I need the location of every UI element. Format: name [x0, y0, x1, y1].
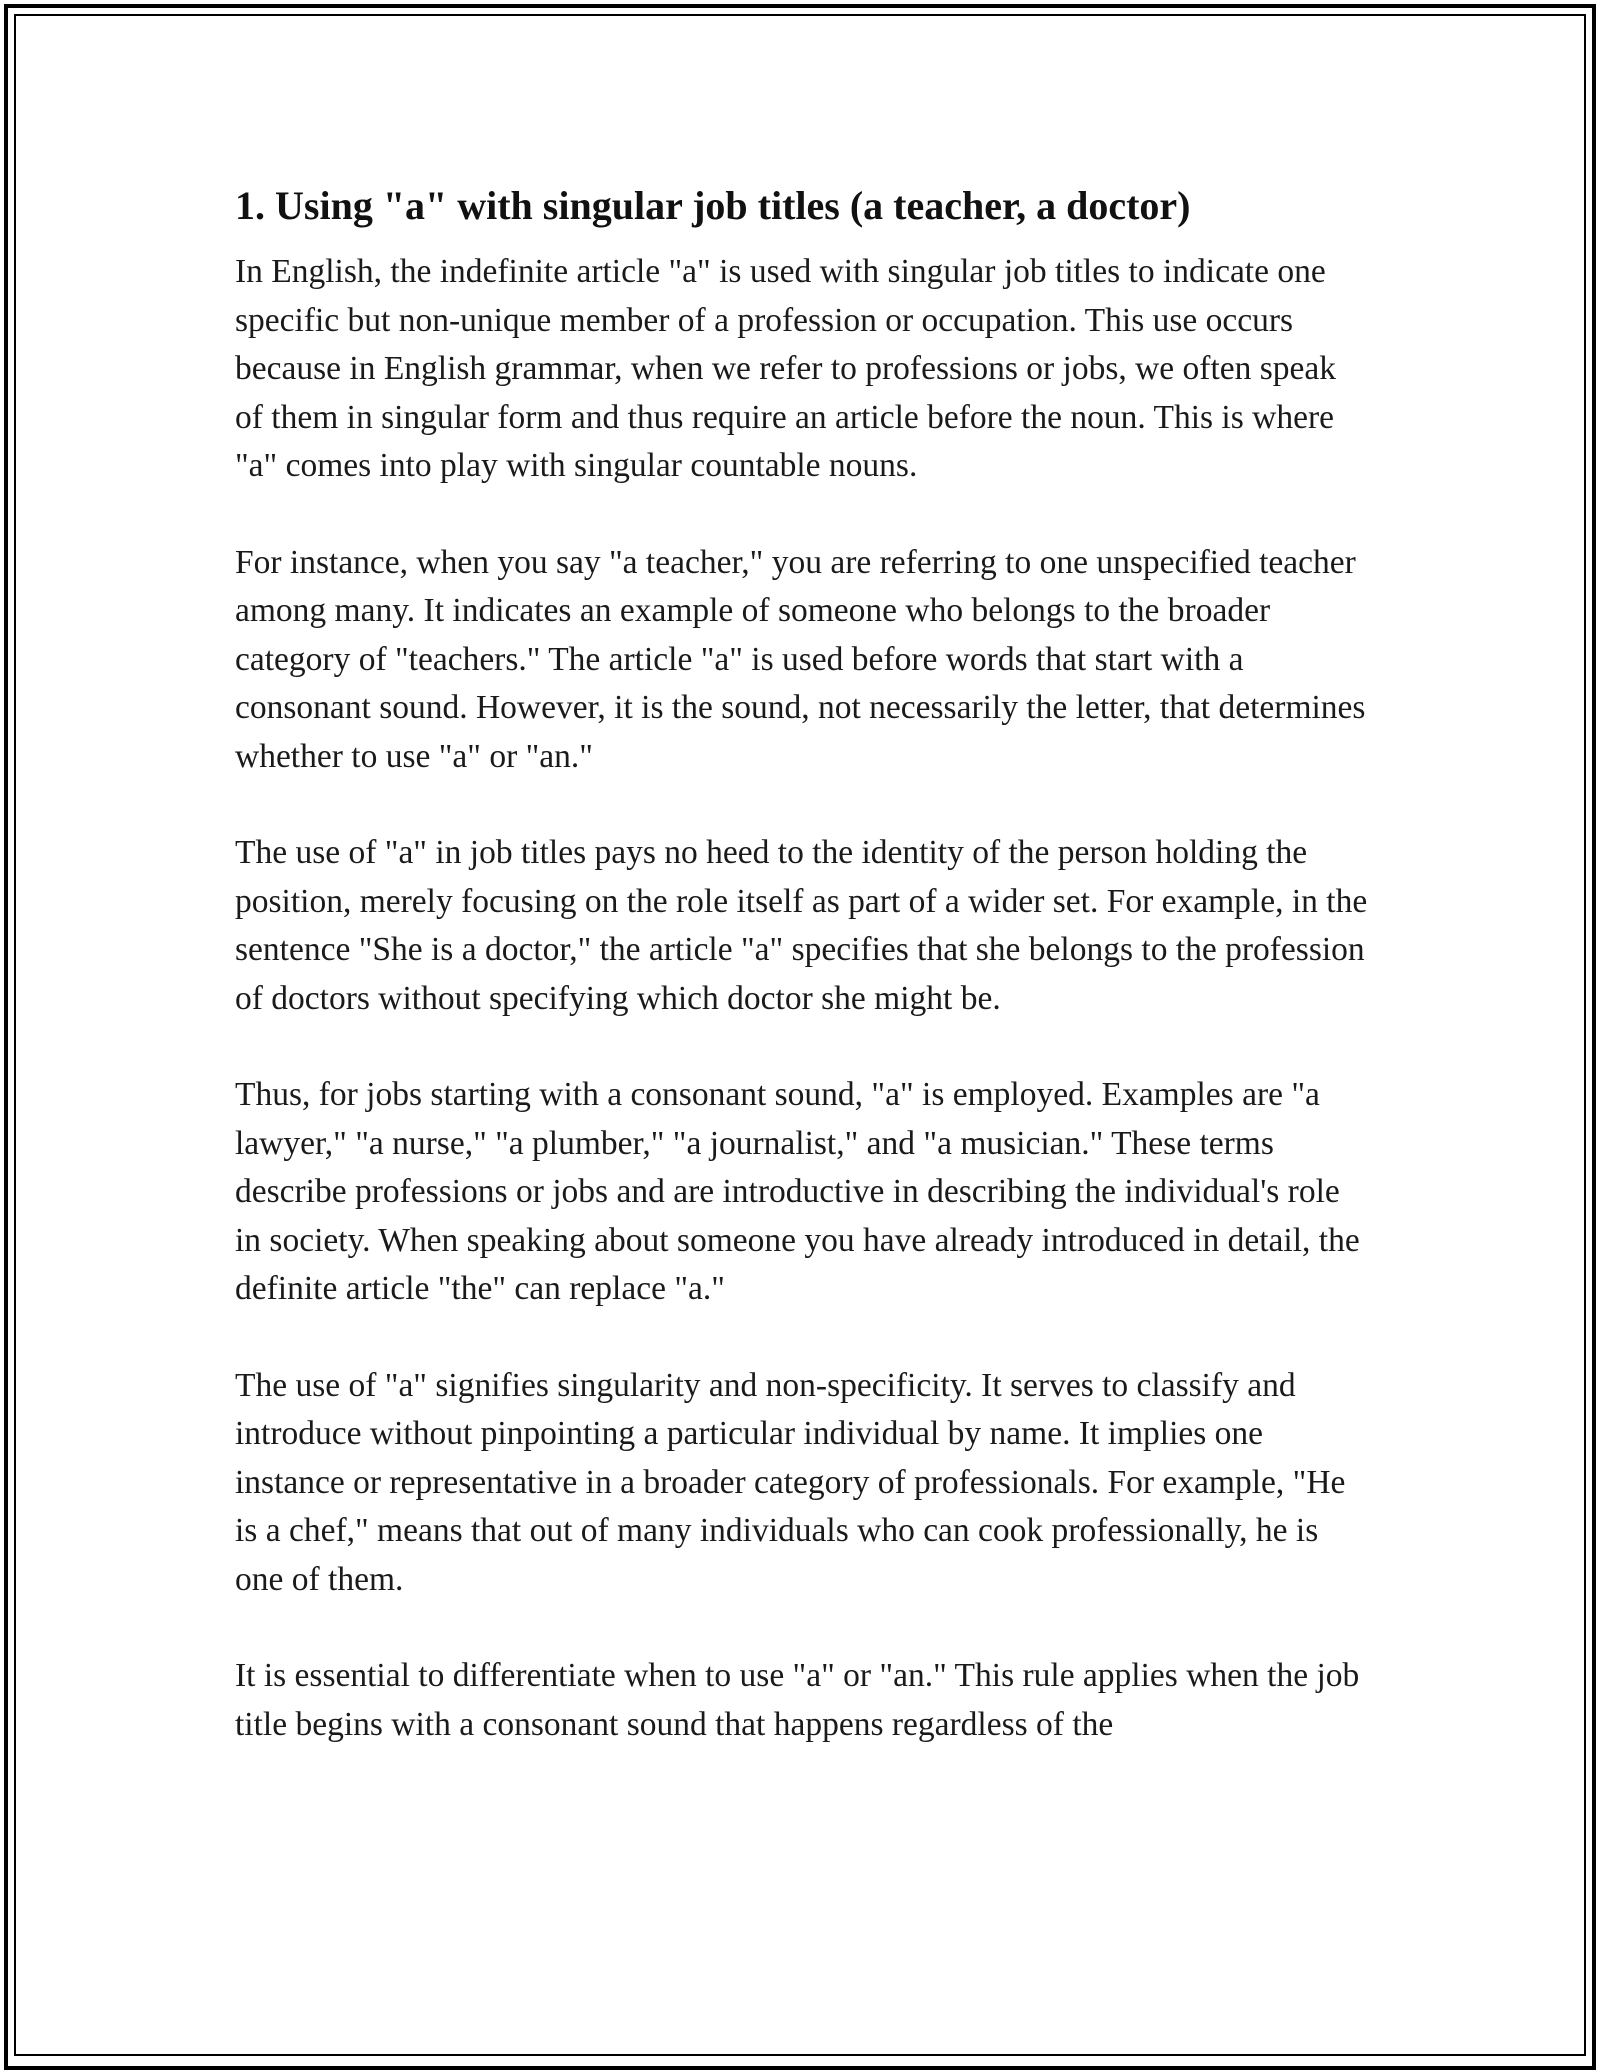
paragraph-2: For instance, when you say "a teacher," you are referring to one unspecified teacher among many. It indicates an example of someone who belongs to the broader category of "teachers." The article "a" is used before words that start with a consonant sound. However, it is the sound, not necessarily the letter, that determines whether to use "a" or "an." — [235, 543, 1366, 775]
paragraph-6: It is essential to differentiate when to use "a" or "an." This rule applies when the job title begins with a consonant sound that happens regardless of the — [235, 1657, 1360, 1743]
document-body — [235, 178, 1370, 1797]
paragraph-5: The use of "a" signifies singularity and non-specificity. It serves to classify and introduce without pinpointing a particular individual by name. It implies one instance or representative in a broader category of professionals. For example, "He is a chef," means that out of many individuals who can cook professionally, he is one of them. — [235, 1366, 1346, 1598]
paragraph-4: Thus, for jobs starting with a consonant sound, "a" is employed. Examples are "a lawyer," "a nurse," "a plumber," "a journalist," and "a musician." These terms describe professions or jobs and are introductive in describing the individual's role in society. When speaking about someone you have already introduced in detail, the definite article "the" can replace "a." — [235, 1076, 1360, 1307]
paragraph-1: In English, the indefinite article "a" is used with singular job titles to indicate one specific but non-unique member of a profession or occupation. This use occurs because in English grammar, when we refer to professions or jobs, we often speak of them in singular form and thus require an article before the noun. This is where "a" comes into play with singular countable nouns. — [235, 253, 1337, 484]
paragraph-3: The use of "a" in job titles pays no heed to the identity of the person holding the position, merely focusing on the role itself as part of a wider set. For example, in the sentence "She is a doctor," the article "a" specifies that she belongs to the profession of doctors without specifying which doctor she might be. — [235, 834, 1368, 1017]
section-heading: 1. Using "a" with singular job titles (a teacher, a doctor) — [235, 183, 1191, 228]
